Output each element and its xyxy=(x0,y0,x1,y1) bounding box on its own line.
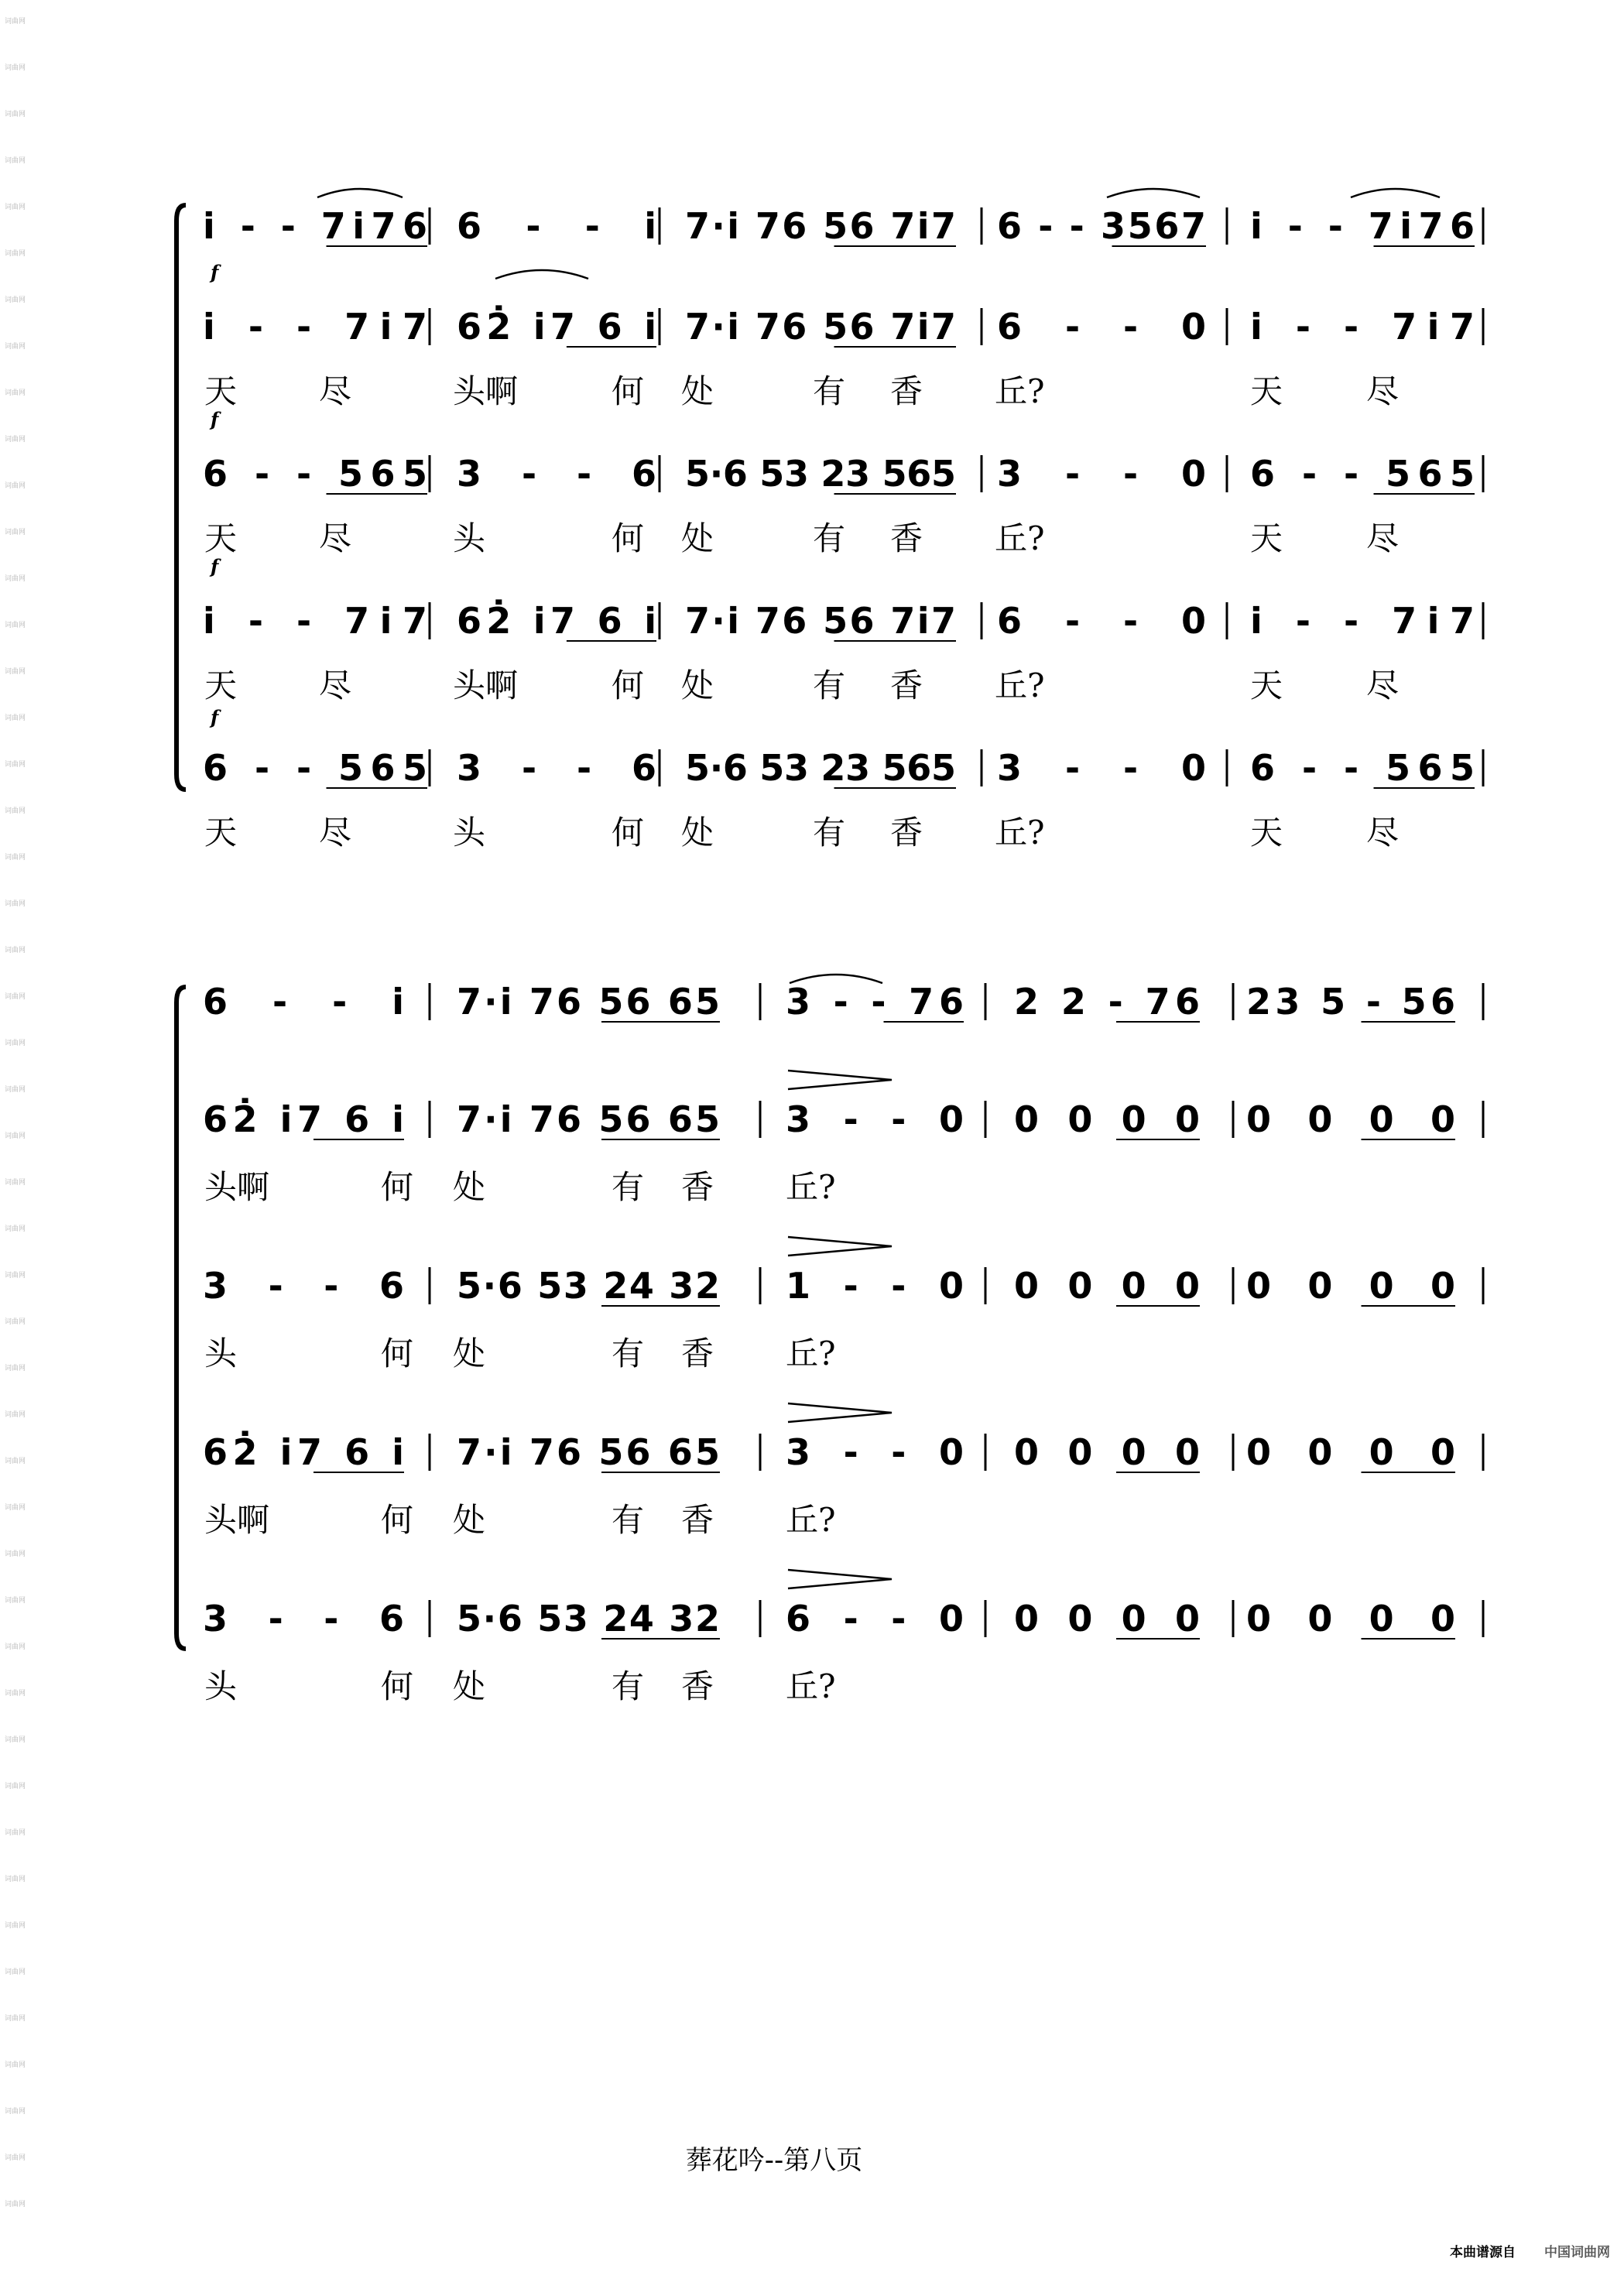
lyric-syllable: 处 xyxy=(681,666,714,704)
lyric-syllable: 头 xyxy=(204,1667,238,1705)
lyric-syllable: 香 xyxy=(681,1335,714,1372)
tie-arc xyxy=(1351,189,1440,197)
dynamic-forte: f xyxy=(211,408,219,430)
lyric-syllable: 何 xyxy=(612,814,645,851)
watermark-glyph: 词曲网 xyxy=(5,1550,26,1558)
decrescendo-hairpin xyxy=(788,1403,892,1422)
lyric-syllable: 处 xyxy=(681,814,714,851)
watermark-glyph: 词曲网 xyxy=(5,436,26,444)
measure: i̇ - - 7i̇76 xyxy=(203,205,427,247)
tie-arc xyxy=(1107,189,1200,197)
lyric-syllable: 天 xyxy=(1250,519,1283,557)
measure: i̇ - - 7i̇7 xyxy=(1250,306,1475,348)
lyric-syllable: 何 xyxy=(381,1667,414,1705)
measure: 6 - - 565 xyxy=(1250,453,1475,495)
side-watermark xyxy=(5,16,26,2208)
measure: 6 - - 0 xyxy=(997,306,1206,348)
measure: 3 - - 0 xyxy=(997,453,1206,495)
watermark-glyph: 词曲网 xyxy=(5,854,26,862)
lyric-syllable: 何 xyxy=(381,1501,414,1539)
measure: 5·6 53 23 565 xyxy=(685,453,956,495)
dynamic-forte: f xyxy=(211,706,219,728)
lyric-syllable: 丘? xyxy=(995,519,1045,557)
measure: 0 0 0 0 xyxy=(1014,1265,1200,1307)
lyric-syllable: 天 xyxy=(204,814,238,851)
watermark-glyph: 词曲网 xyxy=(5,1643,26,1651)
lyric-syllable: 有 xyxy=(813,372,846,410)
lyric-syllable: 丘? xyxy=(786,1667,836,1705)
watermark-glyph: 词曲网 xyxy=(5,1876,26,1883)
watermark-glyph: 词曲网 xyxy=(5,1411,26,1419)
measure: 0 0 0 0 xyxy=(1246,1265,1455,1307)
measure: 3 - - 0 xyxy=(997,747,1206,789)
measure: 7·i̇ 76 56 65 xyxy=(457,981,720,1023)
source-prefix: 本曲谱源自 xyxy=(1450,2245,1516,2260)
measure: i̇ - - 7i̇7 xyxy=(1250,600,1475,642)
measure: 62̇ i̇7 6 i̇ xyxy=(457,306,656,348)
watermark-glyph: 词曲网 xyxy=(5,993,26,1001)
watermark-glyph: 词曲网 xyxy=(5,1365,26,1372)
measure: 6 - - 3567 xyxy=(997,205,1206,247)
source-site[interactable]: 中国词曲网 xyxy=(1544,2245,1610,2260)
dynamic-forte: f xyxy=(211,555,219,577)
brace xyxy=(176,205,186,790)
lyric-syllable: 何 xyxy=(381,1168,414,1206)
measure: 6 - - 565 xyxy=(1250,747,1475,789)
watermark-glyph: 词曲网 xyxy=(5,761,26,769)
watermark-glyph: 词曲网 xyxy=(5,900,26,908)
measure: 7·i̇ 76 56 7i̇7 xyxy=(685,205,956,247)
watermark-glyph: 词曲网 xyxy=(5,1597,26,1605)
lyric-syllable: 香 xyxy=(890,814,923,851)
lyric-syllable: 何 xyxy=(612,372,645,410)
lyric-syllable: 天 xyxy=(204,372,238,410)
lyric-syllable: 头 xyxy=(204,1335,238,1372)
watermark-glyph: 词曲网 xyxy=(5,343,26,351)
watermark-glyph: 词曲网 xyxy=(5,2061,26,2069)
measure: 62̇ i̇7 6 i̇ xyxy=(203,1098,404,1140)
lyric-syllable: 香 xyxy=(681,1168,714,1206)
lyric-syllable: 处 xyxy=(681,519,714,557)
measure: 6 - - 0 xyxy=(786,1598,964,1640)
lyric-syllable: 处 xyxy=(681,372,714,410)
watermark-glyph: 词曲网 xyxy=(5,1783,26,1790)
measure: 7·i̇ 76 56 65 xyxy=(457,1098,720,1140)
lyric-syllable: 丘? xyxy=(786,1168,836,1206)
lyric-syllable: 尽 xyxy=(1366,372,1400,410)
decrescendo-hairpin xyxy=(788,1071,892,1089)
lyric-syllable: 丘? xyxy=(995,372,1045,410)
watermark-glyph: 词曲网 xyxy=(5,1132,26,1140)
lyric-syllable: 处 xyxy=(453,1667,486,1705)
measure: 3 - - 0 xyxy=(786,1098,964,1140)
lyric-syllable: 尽 xyxy=(319,666,352,704)
watermark-glyph: 词曲网 xyxy=(5,64,26,72)
lyric-syllable: 天 xyxy=(1250,666,1283,704)
watermark-glyph: 词曲网 xyxy=(5,1272,26,1280)
watermark-glyph: 词曲网 xyxy=(5,668,26,676)
lyric-syllable: 香 xyxy=(890,372,923,410)
watermark-glyph: 词曲网 xyxy=(5,714,26,722)
measure: 6 - - 0 xyxy=(997,600,1206,642)
lyric-syllable: 尽 xyxy=(1366,814,1400,851)
measure: 5·6 53 23 565 xyxy=(685,747,956,789)
measure: 6 - - 565 xyxy=(203,453,427,495)
page-footer: 葬花吟--第八页 xyxy=(685,2145,863,2176)
tie-arc xyxy=(317,189,403,197)
lyric-syllable: 有 xyxy=(813,814,846,851)
lyric-syllable: 尽 xyxy=(1366,666,1400,704)
watermark-glyph: 词曲网 xyxy=(5,1179,26,1187)
lyric-syllable: 香 xyxy=(890,519,923,557)
lyric-syllable: 有 xyxy=(813,519,846,557)
watermark-glyph: 词曲网 xyxy=(5,2015,26,2023)
watermark-glyph: 词曲网 xyxy=(5,1736,26,1744)
watermark-glyph: 词曲网 xyxy=(5,18,26,26)
decrescendo-hairpin xyxy=(788,1237,892,1256)
measure: 1 - - 0 xyxy=(786,1265,964,1307)
tie-arc xyxy=(495,270,588,279)
lyric-syllable: 有 xyxy=(612,1667,645,1705)
barlines xyxy=(430,207,1483,1637)
brace xyxy=(176,987,186,1649)
source-credit xyxy=(1450,2244,1610,2260)
measure: 7·i̇ 76 56 7i̇7 xyxy=(685,600,956,642)
measure: 62̇ i̇7 6 i̇ xyxy=(457,600,656,642)
measure: 7·i̇ 76 56 65 xyxy=(457,1431,720,1473)
lyric-syllable: 尽 xyxy=(319,814,352,851)
measure: 6 - - i̇ xyxy=(203,981,404,1023)
system-braces xyxy=(176,205,186,1649)
measure: 7·i̇ 76 56 7i̇7 xyxy=(685,306,956,348)
lyric-syllable: 丘? xyxy=(786,1501,836,1539)
watermark-glyph: 词曲网 xyxy=(5,250,26,258)
measure: 23 5 - 56 xyxy=(1246,981,1455,1023)
watermark-glyph: 词曲网 xyxy=(5,1458,26,1465)
watermark-glyph: 词曲网 xyxy=(5,1040,26,1047)
measure: i̇ - - 7i̇76 xyxy=(1250,205,1475,247)
score-lyrics xyxy=(204,372,1399,1705)
watermark-glyph: 词曲网 xyxy=(5,1829,26,1837)
measure: 5·6 53 24 32 xyxy=(457,1265,720,1307)
watermark-glyph: 词曲网 xyxy=(5,2108,26,2116)
lyric-syllable: 头 xyxy=(453,519,486,557)
lyric-syllable: 天 xyxy=(204,666,238,704)
lyric-syllable: 有 xyxy=(813,666,846,704)
lyric-syllable: 头啊 xyxy=(453,666,519,704)
watermark-glyph: 词曲网 xyxy=(5,529,26,536)
watermark-glyph: 词曲网 xyxy=(5,1922,26,1930)
watermark-glyph: 词曲网 xyxy=(5,622,26,629)
lyric-syllable: 何 xyxy=(381,1335,414,1372)
measure: 0 0 0 0 xyxy=(1246,1598,1455,1640)
lyric-syllable: 丘? xyxy=(995,814,1045,851)
measure: 3 - - 76 xyxy=(786,981,964,1023)
decrescendo-hairpin xyxy=(788,1570,892,1588)
lyric-syllable: 尽 xyxy=(319,372,352,410)
measure: 0 0 0 0 xyxy=(1014,1431,1200,1473)
watermark-glyph: 词曲网 xyxy=(5,482,26,490)
lyric-syllable: 丘? xyxy=(786,1335,836,1372)
measure: 3 - - 0 xyxy=(786,1431,964,1473)
measure: 6 - - 565 xyxy=(203,747,427,789)
watermark-glyph: 词曲网 xyxy=(5,157,26,165)
lyric-syllable: 头啊 xyxy=(453,372,519,410)
lyric-syllable: 何 xyxy=(612,666,645,704)
measure: 3 - - 6 xyxy=(203,1265,404,1307)
measure: i̇ - - 7i̇7 xyxy=(203,306,427,348)
watermark-glyph: 词曲网 xyxy=(5,947,26,954)
watermark-glyph: 词曲网 xyxy=(5,1086,26,1094)
lyric-syllable: 有 xyxy=(612,1168,645,1206)
measure: 2 2 - 76 xyxy=(1014,981,1200,1023)
lyric-syllable: 尽 xyxy=(1366,519,1400,557)
measure: 6 - - i̇ xyxy=(457,205,656,247)
watermark-glyph: 词曲网 xyxy=(5,2154,26,2162)
lyric-syllable: 处 xyxy=(453,1168,486,1206)
measure: 3 - - 6 xyxy=(457,747,656,789)
lyric-syllable: 香 xyxy=(681,1667,714,1705)
watermark-glyph: 词曲网 xyxy=(5,1690,26,1698)
lyric-syllable: 丘? xyxy=(995,666,1045,704)
watermark-glyph: 词曲网 xyxy=(5,807,26,815)
measure: 3 - - 6 xyxy=(457,453,656,495)
measure: 0 0 0 0 xyxy=(1246,1098,1455,1140)
measure: 62̇ i̇7 6 i̇ xyxy=(203,1431,404,1473)
watermark-glyph: 词曲网 xyxy=(5,1504,26,1512)
lyric-syllable: 头啊 xyxy=(204,1168,270,1206)
lyric-syllable: 头 xyxy=(453,814,486,851)
watermark-glyph: 词曲网 xyxy=(5,2201,26,2208)
watermark-glyph: 词曲网 xyxy=(5,389,26,397)
lyric-syllable: 头啊 xyxy=(204,1501,270,1539)
lyric-syllable: 有 xyxy=(612,1335,645,1372)
measure: 0 0 0 0 xyxy=(1014,1098,1200,1140)
dynamic-forte: f xyxy=(211,261,219,283)
lyric-syllable: 何 xyxy=(612,519,645,557)
watermark-glyph: 词曲网 xyxy=(5,1968,26,1976)
lyric-syllable: 处 xyxy=(453,1335,486,1372)
watermark-glyph: 词曲网 xyxy=(5,204,26,211)
watermark-glyph: 词曲网 xyxy=(5,296,26,304)
measure: 0 0 0 0 xyxy=(1014,1598,1200,1640)
measure: i̇ - - 7i̇7 xyxy=(203,600,427,642)
lyric-syllable: 天 xyxy=(1250,372,1283,410)
measure: 5·6 53 24 32 xyxy=(457,1598,720,1640)
lyric-syllable: 香 xyxy=(681,1501,714,1539)
lyric-syllable: 天 xyxy=(1250,814,1283,851)
score-notes xyxy=(203,205,1475,1640)
lyric-syllable: 香 xyxy=(890,666,923,704)
lyric-syllable: 天 xyxy=(204,519,238,557)
lyric-syllable: 有 xyxy=(612,1501,645,1539)
watermark-glyph: 词曲网 xyxy=(5,1225,26,1233)
measure: 3 - - 6 xyxy=(203,1598,404,1640)
measure: 0 0 0 0 xyxy=(1246,1431,1455,1473)
lyric-syllable: 尽 xyxy=(319,519,352,557)
watermark-glyph: 词曲网 xyxy=(5,111,26,118)
lyric-syllable: 处 xyxy=(453,1501,486,1539)
watermark-glyph: 词曲网 xyxy=(5,575,26,583)
watermark-glyph: 词曲网 xyxy=(5,1318,26,1326)
